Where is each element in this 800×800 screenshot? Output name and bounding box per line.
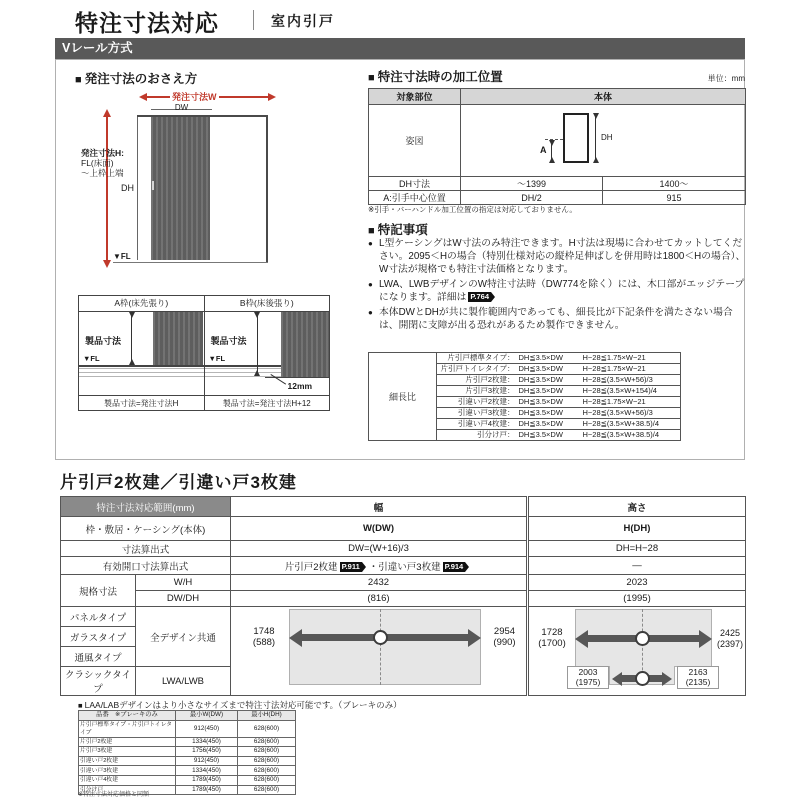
slender-row-f1: DH≦3.5×DW	[517, 430, 581, 441]
width-max-label	[482, 627, 527, 648]
laa-row-h: 628(600)	[238, 720, 296, 737]
machining-heading: ■ 特注寸法時の加工位置	[368, 67, 503, 85]
door-panel	[151, 117, 210, 260]
frame-row-label: 枠・敷居・ケーシング(本体)	[61, 517, 231, 541]
standard-dim-label: 規格寸法	[61, 575, 136, 607]
slender-row-f1: DH≦3.5×DW	[517, 375, 581, 386]
dh-range-v1: ～1399	[461, 177, 603, 191]
calc-row-label: 寸法算出式	[61, 541, 231, 557]
slender-row-f1: DH≦3.5×DW	[517, 397, 581, 408]
frame-a-panel	[78, 295, 205, 411]
laa-row-h: 628(600)	[238, 785, 296, 795]
machining-table	[368, 88, 746, 205]
frame-b-product-dim: 製品寸法	[210, 336, 247, 346]
laa-row-w: 1334(450)	[176, 737, 238, 747]
laa-row-w: 1789(450)	[176, 775, 238, 785]
slender-row-name: 片引戸標準タイプ：	[437, 353, 517, 364]
slender-row-f2: H−28≦1.75×W−21	[581, 353, 681, 364]
design-common: 全デザイン共通	[136, 607, 231, 667]
handle-center-label: A:引手中心位置	[369, 191, 461, 205]
page-ref-badge-911: P.911	[341, 561, 360, 571]
section-bar-v-rail: Vレール方式	[55, 38, 745, 59]
laa-row-h: 628(600)	[238, 775, 296, 785]
note-bullet-2	[368, 278, 746, 304]
width-col-header: 幅	[231, 497, 528, 517]
height-range-slider	[528, 607, 746, 696]
calc-height: DH=H−28	[528, 541, 746, 557]
std-width: 2432	[231, 575, 528, 591]
frame-b-body	[205, 312, 330, 395]
slender-row-name: 引分け戸：	[437, 430, 517, 441]
machining-col-part: 対象部位	[369, 89, 461, 105]
frame-b-dim-arrow	[257, 312, 258, 376]
machining-col-body: 本体	[461, 89, 746, 105]
slender-row-name: 片引戸2枚建：	[437, 375, 517, 386]
frame-a-door-slab	[153, 312, 203, 365]
laa-row-w: 1756(450)	[176, 747, 238, 757]
height1-min: 1728	[541, 627, 563, 638]
laa-row-h: 628(600)	[238, 766, 296, 776]
frame-a-product-dim: 製品寸法	[85, 336, 122, 346]
slender-row-f1: DH≦3.5×DW	[517, 419, 581, 430]
laa-footnote: ※特注寸法対応価格と同額	[78, 792, 150, 798]
frame-a-fl: ▼FL	[83, 354, 100, 363]
range-header: 特注寸法対応範囲(mm)	[61, 497, 231, 517]
height1-max-paren: (2397)	[716, 638, 743, 649]
unit-label: 単位：mm	[707, 74, 745, 83]
note-bullet-3: ● 本体DWとDHが共に製作範囲内であっても、細長比が下記条件を満たさない場合は、開閉に支障が出る恐れがあるため製作できません。	[368, 306, 746, 332]
slender-row-f2: H−28≦(3.5×W+38.5)/4	[581, 419, 681, 430]
slender-row-f2: H−28≦(3.5×W+56)/3	[581, 408, 681, 419]
figure-cell	[461, 105, 746, 177]
frame-b-fl: ▼FL	[208, 354, 226, 363]
std-wh-label: W/H	[136, 575, 231, 591]
dh-label: DH	[121, 183, 134, 193]
slender-row-f2: H−28≦(3.5×W+154)/4	[581, 386, 681, 397]
std-dwdh-label: DW/DH	[136, 591, 231, 607]
laa-row-name: 引違い戸4枚建	[79, 775, 176, 785]
type-glass: ガラスタイプ	[61, 627, 136, 647]
width-max: 2954	[493, 626, 516, 637]
order-height-line3: ～上枠上端	[81, 168, 124, 178]
laa-row-h: 628(600)	[238, 737, 296, 747]
width-range-band	[289, 609, 481, 685]
std-dh: (1995)	[528, 591, 746, 607]
frame-b-door-slab	[281, 312, 329, 377]
slenderness-table	[368, 352, 681, 441]
type-classic: クラシックタイプ	[61, 667, 136, 696]
opening-row-label: 有効開口寸法算出式	[61, 557, 231, 575]
frame-b-title: B枠(床後張り)	[205, 296, 330, 312]
height2-min-paren: (1975)	[575, 676, 601, 687]
fl-label: ▼FL	[113, 252, 131, 261]
opening-sep: ・引違い戸3枚建	[368, 561, 441, 573]
design-classic: LWA/LWB	[136, 667, 231, 696]
height2-min-label	[567, 666, 609, 689]
laa-row-w: 1789(450)	[176, 785, 238, 795]
slenderness-label: 細長比	[369, 353, 437, 441]
h-dim-line	[137, 117, 138, 260]
laa-row-w: 1334(450)	[176, 766, 238, 776]
height-col-header: 高さ	[528, 497, 746, 517]
slender-row-f1: DH≦3.5×DW	[517, 353, 581, 364]
page-ref-badge-764: P.764	[470, 292, 490, 301]
notes-bullets	[368, 237, 746, 334]
h-dh-label: H(DH)	[528, 517, 746, 541]
page-title: 特注寸法対応	[75, 10, 219, 36]
slender-row-f2: H−28≦(3.5×W+38.5)/4	[581, 430, 681, 441]
dw-label: DW	[174, 103, 189, 112]
std-dw: (816)	[231, 591, 528, 607]
std-height: 2023	[528, 575, 746, 591]
machining-note: ※引手・バーハンドル加工位置の指定は対応しておりません。	[368, 205, 577, 214]
frame-a-dim-arrow	[131, 312, 132, 365]
height2-max: 2163	[688, 667, 708, 677]
laa-row-name: 片引戸標準タイプ・片引戸トイレタイプ	[79, 720, 176, 737]
slender-row-f1: DH≦3.5×DW	[517, 364, 581, 375]
width-min-label	[241, 627, 287, 648]
width-max-paren: (990)	[493, 636, 516, 648]
height2-max-label	[677, 666, 719, 689]
figure-dh-label: DH	[601, 133, 613, 142]
dimension-range-table	[60, 496, 746, 696]
calc-width: DW=(W+16)/3	[231, 541, 528, 557]
order-height-labels	[81, 148, 139, 178]
page-ref-badge-914: P.914	[444, 561, 464, 571]
laa-row-name: 引分け戸	[79, 785, 176, 795]
height1-max-label	[713, 628, 746, 649]
opening-w1: 片引戸2枚建	[284, 561, 338, 573]
frame-type-diagram	[78, 295, 330, 411]
slender-row-name: 引違い戸4枚建：	[437, 419, 517, 430]
height1-max: 2425	[719, 628, 741, 638]
handle-center-v1: DH/2	[461, 191, 603, 205]
slender-row-name: 引違い戸2枚建：	[437, 397, 517, 408]
slender-row-name: 片引戸トイレタイプ：	[437, 364, 517, 375]
notes-heading: ■ 特記事項	[368, 220, 428, 238]
floor-line	[113, 262, 268, 263]
laa-col1-header: 品番 ※ブレーキのみ	[79, 711, 176, 721]
frame-a-body	[79, 312, 204, 395]
slender-row-f2: H−28≦1.75×W−21	[581, 364, 681, 375]
width-center-dashline	[380, 609, 381, 685]
width-min: 1748	[253, 626, 275, 637]
height2-min: 2003	[578, 667, 598, 677]
height-range1-knob	[635, 631, 650, 646]
figure-a-arrow	[551, 140, 552, 163]
order-width-label: 発注寸法W	[172, 92, 217, 102]
width-range-knob	[373, 630, 388, 645]
w-dw-label: W(DW)	[231, 517, 528, 541]
right-frame-line	[266, 117, 268, 263]
order-dim-heading: ■ 発注寸法のおさえ方	[75, 69, 197, 87]
section2-heading: 片引戸2枚建／引違い戸3枚建	[60, 473, 297, 492]
dh-range-label: DH寸法	[369, 177, 461, 191]
laa-intro: ■ LAA/LABデザインはより小さなサイズまで特注寸法対応可能です。（ブレーキのみ）	[78, 699, 402, 711]
door-handle-mark	[152, 181, 154, 190]
laa-min-size-table	[78, 710, 296, 795]
order-height-line1: 発注寸法H:	[81, 148, 124, 158]
slender-row-f2: H−28≦1.75×W−21	[581, 397, 681, 408]
title-divider	[253, 10, 254, 30]
width-min-paren: (588)	[252, 636, 276, 648]
frame-b-panel	[205, 295, 331, 411]
slender-row-name: 引違い戸3枚建：	[437, 408, 517, 419]
dh-range-v2: 1400～	[603, 177, 746, 191]
frame-a-floor-hatch	[79, 368, 204, 378]
figure-dh-arrow	[595, 113, 596, 163]
order-height-line2: FL(床面)	[81, 158, 114, 168]
note-bullet-1: ● L型ケーシングはW寸法のみ特注できます。H寸法は現場に合わせてカットしてください。2095＜Hの場合（特別仕様対応の縦枠足伸ばしを併用時は1800＜Hの場合）、W寸法が規格でも特注寸法価格となります。	[368, 237, 746, 276]
order-dimension-diagram	[75, 86, 365, 286]
laa-col3-header: 最小H(DH)	[238, 711, 296, 721]
figure-label: 姿図	[369, 105, 461, 177]
slender-row-f1: DH≦3.5×DW	[517, 386, 581, 397]
laa-row-name: 片引戸2枚建	[79, 737, 176, 747]
laa-row-h: 628(600)	[238, 747, 296, 757]
laa-row-name: 引違い戸3枚建	[79, 766, 176, 776]
figure-door-rect	[563, 113, 589, 163]
slender-row-name: 片引戸3枚建：	[437, 386, 517, 397]
slender-row-f2: H−28≦(3.5×W+56)/3	[581, 375, 681, 386]
opening-width-cell	[231, 557, 528, 575]
page-subtitle: 室内引戸	[271, 13, 335, 29]
laa-row-w: 912(450)	[176, 720, 238, 737]
laa-row-h: 628(600)	[238, 756, 296, 766]
height1-min-paren: (1700)	[538, 637, 566, 649]
height2-max-paren: (2135)	[685, 676, 711, 687]
frame-a-title: A枠(床先張り)	[79, 296, 204, 312]
height1-min-label	[531, 628, 573, 649]
opening-height-cell: ―	[528, 557, 746, 575]
gap-label: 12mm	[287, 381, 313, 391]
laa-row-name: 片引戸3枚建	[79, 747, 176, 757]
width-range-slider	[231, 607, 528, 696]
laa-col2-header: 最小W(DW)	[176, 711, 238, 721]
figure-a-label: A	[540, 145, 547, 155]
frame-a-formula: 製品寸法=発注寸法H	[79, 395, 204, 411]
frame-a-floor-line	[79, 365, 204, 367]
type-panel: パネルタイプ	[61, 607, 136, 627]
laa-row-name: 引違い戸2枚建	[79, 756, 176, 766]
laa-row-w: 912(450)	[176, 756, 238, 766]
order-height-arrow	[106, 117, 108, 260]
type-vent: 通風タイプ	[61, 647, 136, 667]
handle-center-v2: 915	[603, 191, 746, 205]
frame-b-formula: 製品寸法=発注寸法H+12	[205, 395, 330, 411]
note-bullet-2-text: LWA、LWBデザインのW特注寸法時（DW774を除く）には、木口部がエッジテープになります。詳細は	[379, 279, 745, 303]
slender-row-f1: DH≦3.5×DW	[517, 408, 581, 419]
height-range2-knob	[635, 671, 650, 686]
